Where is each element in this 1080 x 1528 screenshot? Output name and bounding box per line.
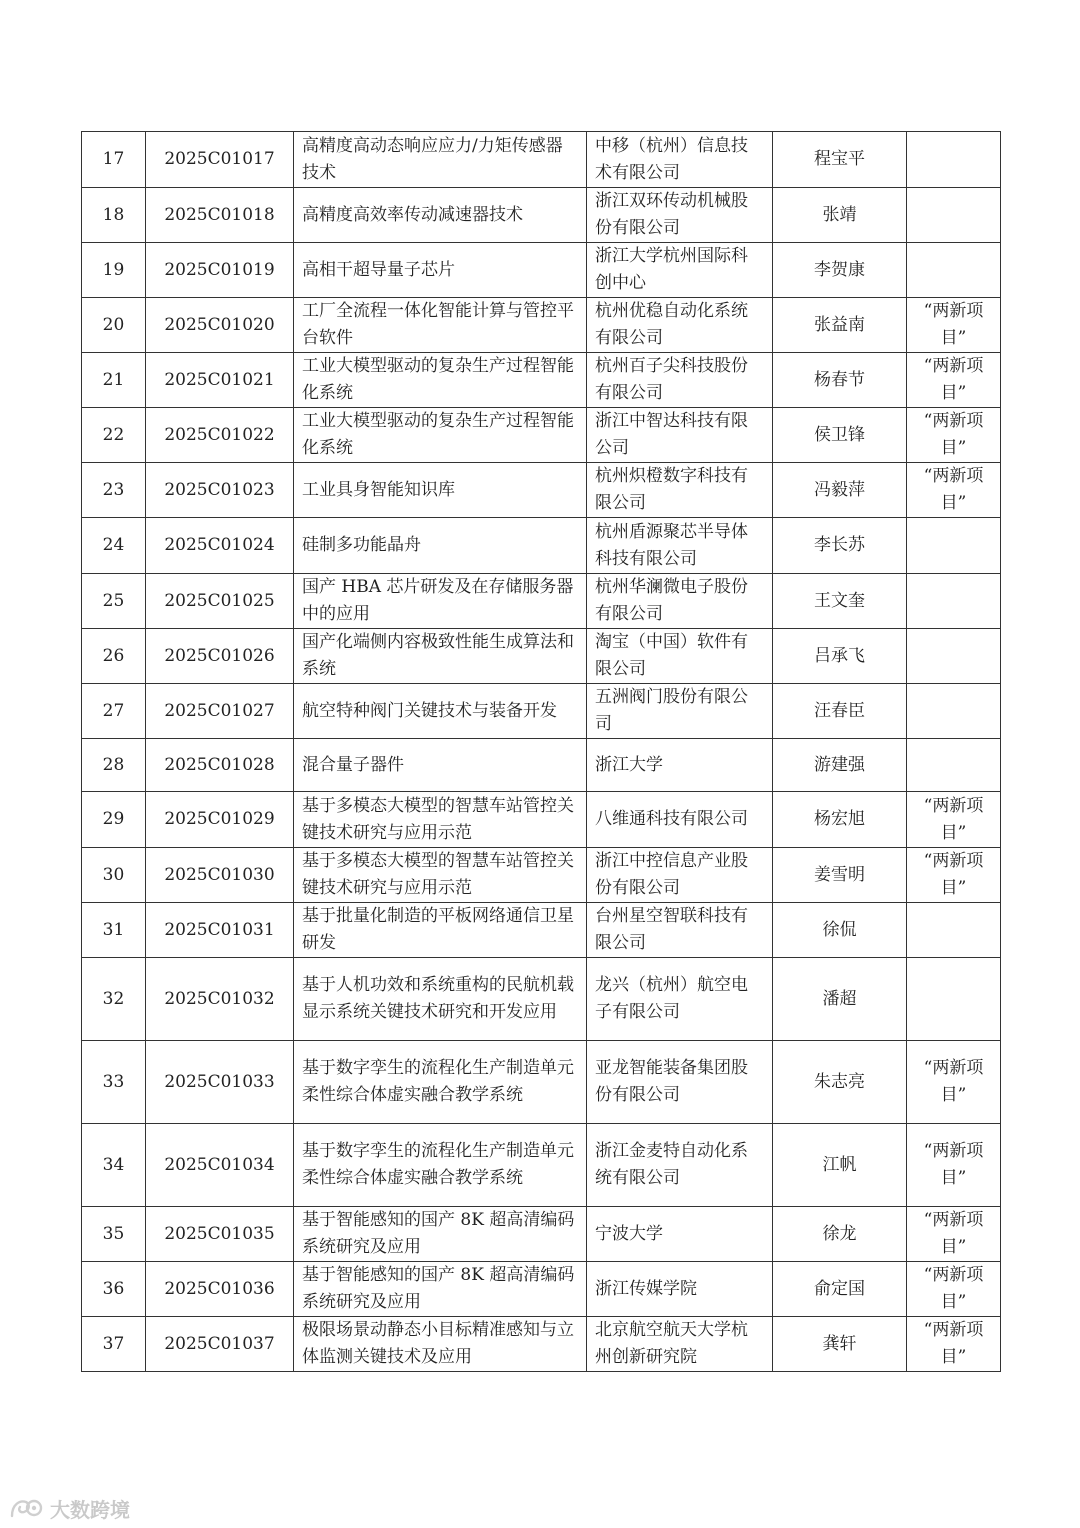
undertaking-unit-cell: 浙江中控信息产业股份有限公司: [587, 848, 773, 903]
project-leader-cell: 吕承飞: [773, 629, 907, 684]
undertaking-unit-cell: 龙兴（杭州）航空电子有限公司: [587, 958, 773, 1041]
project-id-cell: 2025C01035: [146, 1207, 294, 1262]
row-number-cell: 19: [82, 243, 146, 298]
project-id-cell: 2025C01030: [146, 848, 294, 903]
row-number-cell: 20: [82, 298, 146, 353]
project-id-cell: 2025C01027: [146, 684, 294, 739]
row-number-cell: 23: [82, 463, 146, 518]
remark-cell: “两新项目”: [907, 792, 1001, 848]
remark-cell: “两新项目”: [907, 1317, 1001, 1372]
table-row: [82, 243, 1001, 298]
table-row: [82, 353, 1001, 408]
table-row: [82, 848, 1001, 903]
remark-cell: “两新项目”: [907, 298, 1001, 353]
remark-cell: [907, 684, 1001, 739]
undertaking-unit-cell: 淘宝（中国）软件有限公司: [587, 629, 773, 684]
undertaking-unit-cell: 浙江中智达科技有限公司: [587, 408, 773, 463]
project-leader-cell: 朱志亮: [773, 1041, 907, 1124]
project-leader-cell: 龚轩: [773, 1317, 907, 1372]
row-number-cell: 36: [82, 1262, 146, 1317]
remark-cell: “两新项目”: [907, 1041, 1001, 1124]
undertaking-unit-cell: 台州星空智联科技有限公司: [587, 903, 773, 958]
project-id-cell: 2025C01029: [146, 792, 294, 848]
undertaking-unit-cell: 浙江传媒学院: [587, 1262, 773, 1317]
remark-cell: [907, 629, 1001, 684]
undertaking-unit-cell: 北京航空航天大学杭州创新研究院: [587, 1317, 773, 1372]
table-row: [82, 408, 1001, 463]
table-row: [82, 518, 1001, 574]
undertaking-unit-cell: 浙江大学: [587, 739, 773, 792]
table-row: [82, 629, 1001, 684]
project-leader-cell: 江帆: [773, 1124, 907, 1207]
table-row: [82, 132, 1001, 188]
remark-cell: [907, 739, 1001, 792]
project-name-cell: 基于人机功效和系统重构的民航机载显示系统关键技术研究和开发应用: [294, 958, 587, 1041]
remark-cell: “两新项目”: [907, 353, 1001, 408]
project-id-cell: 2025C01020: [146, 298, 294, 353]
project-id-cell: 2025C01024: [146, 518, 294, 574]
remark-cell: [907, 188, 1001, 243]
remark-cell: “两新项目”: [907, 408, 1001, 463]
project-name-cell: 高精度高效率传动减速器技术: [294, 188, 587, 243]
project-leader-cell: 杨宏旭: [773, 792, 907, 848]
project-leader-cell: 王文奎: [773, 574, 907, 629]
row-number-cell: 33: [82, 1041, 146, 1124]
project-leader-cell: 冯毅萍: [773, 463, 907, 518]
project-leader-cell: 徐龙: [773, 1207, 907, 1262]
project-id-cell: 2025C01021: [146, 353, 294, 408]
row-number-cell: 27: [82, 684, 146, 739]
project-name-cell: 工业大模型驱动的复杂生产过程智能化系统: [294, 353, 587, 408]
project-id-cell: 2025C01032: [146, 958, 294, 1041]
undertaking-unit-cell: 杭州优稳自动化系统有限公司: [587, 298, 773, 353]
undertaking-unit-cell: 中移（杭州）信息技术有限公司: [587, 132, 773, 188]
row-number-cell: 26: [82, 629, 146, 684]
table-row: [82, 463, 1001, 518]
project-id-cell: 2025C01026: [146, 629, 294, 684]
project-name-cell: 工厂全流程一体化智能计算与管控平台软件: [294, 298, 587, 353]
row-number-cell: 35: [82, 1207, 146, 1262]
logo-icon: [10, 1496, 46, 1520]
remark-cell: “两新项目”: [907, 1262, 1001, 1317]
row-number-cell: 30: [82, 848, 146, 903]
row-number-cell: 24: [82, 518, 146, 574]
project-leader-cell: 张靖: [773, 188, 907, 243]
project-name-cell: 基于数字孪生的流程化生产制造单元柔性综合体虚实融合教学系统: [294, 1041, 587, 1124]
row-number-cell: 22: [82, 408, 146, 463]
undertaking-unit-cell: 八维通科技有限公司: [587, 792, 773, 848]
undertaking-unit-cell: 杭州炽橙数字科技有限公司: [587, 463, 773, 518]
undertaking-unit-cell: 亚龙智能装备集团股份有限公司: [587, 1041, 773, 1124]
project-name-cell: 基于智能感知的国产 8K 超高清编码系统研究及应用: [294, 1207, 587, 1262]
project-leader-cell: 汪春臣: [773, 684, 907, 739]
project-name-cell: 硅制多功能晶舟: [294, 518, 587, 574]
undertaking-unit-cell: 浙江金麦特自动化系统有限公司: [587, 1124, 773, 1207]
project-leader-cell: 杨春节: [773, 353, 907, 408]
project-id-cell: 2025C01025: [146, 574, 294, 629]
watermark: [10, 1494, 130, 1522]
project-leader-cell: 徐侃: [773, 903, 907, 958]
row-number-cell: 25: [82, 574, 146, 629]
table-row: [82, 1041, 1001, 1124]
project-leader-cell: 李长苏: [773, 518, 907, 574]
project-leader-cell: 俞定国: [773, 1262, 907, 1317]
project-id-cell: 2025C01018: [146, 188, 294, 243]
table-row: [82, 298, 1001, 353]
project-id-cell: 2025C01031: [146, 903, 294, 958]
project-name-cell: 混合量子器件: [294, 739, 587, 792]
remark-cell: “两新项目”: [907, 848, 1001, 903]
row-number-cell: 31: [82, 903, 146, 958]
project-leader-cell: 游建强: [773, 739, 907, 792]
project-leader-cell: 侯卫锋: [773, 408, 907, 463]
row-number-cell: 21: [82, 353, 146, 408]
table-row: [82, 792, 1001, 848]
remark-cell: [907, 574, 1001, 629]
row-number-cell: 18: [82, 188, 146, 243]
undertaking-unit-cell: 杭州百子尖科技股份有限公司: [587, 353, 773, 408]
remark-cell: “两新项目”: [907, 463, 1001, 518]
table-row: [82, 1207, 1001, 1262]
table-row: [82, 1317, 1001, 1372]
project-name-cell: 基于数字孪生的流程化生产制造单元柔性综合体虚实融合教学系统: [294, 1124, 587, 1207]
remark-cell: [907, 132, 1001, 188]
project-id-cell: 2025C01019: [146, 243, 294, 298]
row-number-cell: 34: [82, 1124, 146, 1207]
table-row: [82, 903, 1001, 958]
project-id-cell: 2025C01028: [146, 739, 294, 792]
project-leader-cell: 姜雪明: [773, 848, 907, 903]
project-id-cell: 2025C01036: [146, 1262, 294, 1317]
row-number-cell: 28: [82, 739, 146, 792]
remark-cell: [907, 903, 1001, 958]
project-name-cell: 极限场景动静态小目标精准感知与立体监测关键技术及应用: [294, 1317, 587, 1372]
table-row: [82, 574, 1001, 629]
project-name-cell: 基于多模态大模型的智慧车站管控关键技术研究与应用示范: [294, 792, 587, 848]
project-name-cell: 航空特种阀门关键技术与装备开发: [294, 684, 587, 739]
undertaking-unit-cell: 浙江双环传动机械股份有限公司: [587, 188, 773, 243]
undertaking-unit-cell: 宁波大学: [587, 1207, 773, 1262]
remark-cell: [907, 518, 1001, 574]
remark-cell: “两新项目”: [907, 1207, 1001, 1262]
project-id-cell: 2025C01017: [146, 132, 294, 188]
table-row: [82, 1124, 1001, 1207]
row-number-cell: 37: [82, 1317, 146, 1372]
table-row: [82, 188, 1001, 243]
undertaking-unit-cell: 杭州盾源聚芯半导体科技有限公司: [587, 518, 773, 574]
project-table: [81, 131, 1001, 1372]
project-leader-cell: 程宝平: [773, 132, 907, 188]
project-leader-cell: 李贺康: [773, 243, 907, 298]
remark-cell: [907, 243, 1001, 298]
table-row: [82, 958, 1001, 1041]
row-number-cell: 32: [82, 958, 146, 1041]
project-id-cell: 2025C01023: [146, 463, 294, 518]
table-row: [82, 684, 1001, 739]
table-row: [82, 739, 1001, 792]
project-id-cell: 2025C01033: [146, 1041, 294, 1124]
undertaking-unit-cell: 五洲阀门股份有限公司: [587, 684, 773, 739]
row-number-cell: 29: [82, 792, 146, 848]
project-name-cell: 高精度高动态响应应力/力矩传感器技术: [294, 132, 587, 188]
undertaking-unit-cell: 杭州华澜微电子股份有限公司: [587, 574, 773, 629]
project-name-cell: 国产 HBA 芯片研发及在存储服务器中的应用: [294, 574, 587, 629]
row-number-cell: 17: [82, 132, 146, 188]
watermark-text: 大数跨境: [50, 1497, 130, 1522]
project-name-cell: 国产化端侧内容极致性能生成算法和系统: [294, 629, 587, 684]
project-leader-cell: 潘超: [773, 958, 907, 1041]
project-name-cell: 高相干超导量子芯片: [294, 243, 587, 298]
project-name-cell: 基于多模态大模型的智慧车站管控关键技术研究与应用示范: [294, 848, 587, 903]
table-row: [82, 1262, 1001, 1317]
project-name-cell: 基于智能感知的国产 8K 超高清编码系统研究及应用: [294, 1262, 587, 1317]
project-name-cell: 基于批量化制造的平板网络通信卫星研发: [294, 903, 587, 958]
project-id-cell: 2025C01037: [146, 1317, 294, 1372]
remark-cell: “两新项目”: [907, 1124, 1001, 1207]
project-id-cell: 2025C01022: [146, 408, 294, 463]
project-table-body: [82, 132, 1001, 1372]
project-id-cell: 2025C01034: [146, 1124, 294, 1207]
project-leader-cell: 张益南: [773, 298, 907, 353]
project-name-cell: 工业大模型驱动的复杂生产过程智能化系统: [294, 408, 587, 463]
remark-cell: [907, 958, 1001, 1041]
undertaking-unit-cell: 浙江大学杭州国际科创中心: [587, 243, 773, 298]
project-name-cell: 工业具身智能知识库: [294, 463, 587, 518]
